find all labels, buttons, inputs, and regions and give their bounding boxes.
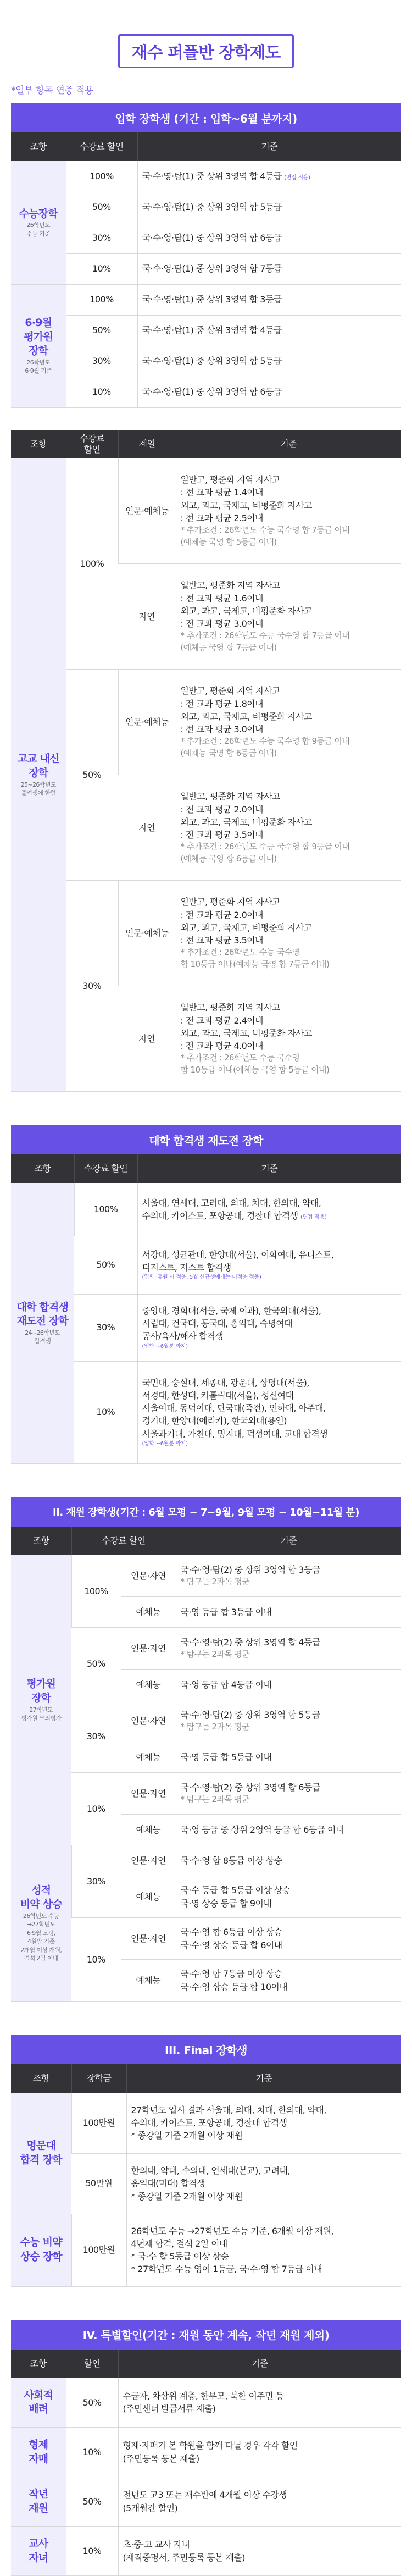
discount-value: 30%	[66, 881, 118, 1092]
criteria-line: 서울대, 연세대, 고려대, 의대, 치대, 한의대, 약대,	[142, 1197, 397, 1209]
section-bar-final: III. Final 장학생	[11, 2035, 401, 2064]
criteria-text: 국·영 등급 합 4등급 이내	[176, 1670, 401, 1700]
criteria-line	[142, 1209, 397, 1222]
criteria-line: 27학년도 입시 결과 서울대, 의대, 치대, 한의대, 약대,	[131, 2104, 397, 2116]
criteria-line: 국·수 등급 합 5등급 이상 상승	[181, 1884, 397, 1897]
criteria-text: 국·영 등급 합 3등급 이내	[176, 1597, 401, 1628]
discount-value: 30%	[74, 1294, 137, 1361]
criteria-tag: (입학 ~6월분 까지)	[142, 1343, 397, 1351]
discount-value: 10%	[66, 2527, 118, 2576]
category-cell	[11, 458, 66, 1092]
track-label: 예체능	[121, 1670, 176, 1700]
amount-value: 100만원	[71, 2093, 126, 2153]
criteria-line: 일반고, 평준화 지역 자사고	[181, 895, 397, 908]
criteria-cell	[137, 1236, 401, 1294]
criteria-text: 국·영 등급 합 5등급 이내	[176, 1742, 401, 1773]
header-criteria: 기준	[176, 430, 401, 458]
criteria-text: 국·수·영·탐(1) 중 상위 3영역 합 3등급	[137, 284, 401, 315]
criteria-line: * 종강일 기준 2개월 이상 재원	[131, 2129, 397, 2142]
criteria-note: 합 10등급 이내(예체능 국영 합 5등급 이내)	[181, 1064, 397, 1076]
criteria-line: 국·수·영 상승 등급 합 10이내	[181, 1981, 397, 1993]
criteria-line: (주민등록 등본 제출)	[123, 2452, 397, 2465]
amount-value: 100만원	[71, 2214, 126, 2286]
criteria-line: : 전 교과 평균 3.5이내	[181, 934, 397, 947]
criteria-line: : 전 교과 평균 3.0이내	[181, 723, 397, 736]
criteria-line: : 전 교과 평균 2.0이내	[181, 803, 397, 816]
page-title: 재수 퍼플반 장학제도	[118, 34, 294, 68]
discount-value: 50%	[66, 315, 137, 346]
criteria-text: 국·수·영·탐(1) 중 상위 3영역 합 5등급	[137, 346, 401, 377]
criteria-cell	[137, 1294, 401, 1361]
criteria-cell	[176, 670, 401, 775]
criteria-cell	[176, 881, 401, 986]
header-discount: 할인	[66, 2350, 118, 2378]
category-title: 사회적 배려	[13, 2389, 64, 2417]
criteria-line: : 전 교과 평균 2.4이내	[181, 1014, 397, 1027]
header-discount: 수강료 할인	[66, 430, 118, 458]
criteria-cell	[118, 2428, 401, 2477]
discount-value: 30%	[66, 223, 137, 253]
category-cell	[11, 2428, 66, 2477]
final-table	[11, 2064, 401, 2287]
track-label: 인문·자연	[121, 1700, 176, 1742]
category-cell	[11, 1555, 71, 1845]
criteria-line: : 전 교과 평균 1.8이내	[181, 698, 397, 710]
criteria-line: : 전 교과 평균 4.0이내	[181, 1040, 397, 1052]
track-label: 자연	[118, 564, 176, 670]
criteria-cell	[118, 2527, 401, 2576]
discount-value: 30%	[71, 1845, 121, 1918]
discount-value: 50%	[66, 192, 137, 223]
discount-value: 50%	[66, 670, 118, 881]
criteria-note: (예체능 국영 합 5등급 이내)	[181, 537, 397, 549]
criteria-cell	[176, 1628, 401, 1670]
criteria-text	[137, 161, 401, 192]
category-subtitle: 25~26학년도 졸업생에 한함	[13, 781, 64, 798]
header-clause: 조항	[11, 2064, 71, 2093]
category-cell	[11, 1183, 74, 1463]
category-cell	[11, 1845, 71, 2002]
criteria-tag: (면접 적용)	[300, 1214, 327, 1220]
criteria-line: (재직증명서, 주민등록 등본 제출)	[123, 2551, 397, 2564]
criteria-note: * 추가조건 : 26학년도 수능 국수영 합 7등급 이내	[181, 524, 397, 537]
category-subtitle: 26학년도 6·9월 기준	[13, 358, 64, 375]
criteria-note: * 탐구는 2과목 평균	[181, 1721, 397, 1733]
category-subtitle: 27학년도 평가원 모의평가	[13, 1706, 69, 1723]
criteria-line: : 전 교과 평균 2.5이내	[181, 512, 397, 524]
category-title: 교사 자녀	[13, 2537, 64, 2565]
header-discount: 수강료 할인	[71, 1527, 176, 1555]
criteria-text: 국·수·영·탐(1) 중 상위 3영역 합 6등급	[137, 223, 401, 253]
criteria-note: * 추가조건 : 26학년도 수능 국수영 합 7등급 이내	[181, 630, 397, 642]
criteria-line: 외고, 과고, 국제고, 비평준화 자사고	[181, 921, 397, 934]
criteria-cell	[176, 1555, 401, 1597]
notice-text: *일부 항목 연중 적용	[11, 82, 401, 96]
discount-value: 50%	[66, 2378, 118, 2428]
criteria-line: 초·중·고 교사 자녀	[123, 2538, 397, 2551]
discount-value: 50%	[66, 2477, 118, 2527]
header-clause: 조항	[11, 132, 66, 161]
criteria-line: 수급자, 차상위 계층, 한부모, 북한 이주민 등	[123, 2390, 397, 2402]
criteria-note: * 추가조건 : 26학년도 수능 국수영 합 9등급 이내	[181, 841, 397, 853]
discount-value: 50%	[71, 1628, 121, 1700]
criteria-cell	[176, 775, 401, 881]
criteria-note: * 탐구는 2과목 평균	[181, 1794, 397, 1806]
section-bar-special: IV. 특별할인(기간 : 재원 동안 계속, 작년 재원 제외)	[11, 2320, 401, 2350]
track-label: 예체능	[121, 1742, 176, 1773]
criteria-note: (예체능 국영 합 6등급 이내)	[181, 853, 397, 865]
category-subtitle: 26학년도 수능 →27학년도 6·9월 모평, 4월말 기준 2개월 이상 재원, 결석 2일 이내	[13, 1912, 69, 1963]
discount-value: 100%	[66, 458, 118, 670]
criteria-line: : 전 교과 평균 1.6이내	[181, 592, 397, 605]
header-clause: 조항	[11, 430, 66, 458]
criteria-cell	[176, 1700, 401, 1742]
criteria-cell	[126, 2153, 401, 2214]
track-label: 자연	[118, 986, 176, 1092]
discount-value: 50%	[74, 1236, 137, 1294]
category-title: 명문대 합격 장학	[13, 2139, 69, 2167]
criteria-text: 국·수·영·탐(1) 중 상위 3영역 합 5등급	[137, 192, 401, 223]
criteria-line: 서울과기대, 가천대, 명지대, 덕성여대, 교대 합격생	[142, 1428, 397, 1440]
track-label: 예체능	[121, 1597, 176, 1628]
track-label: 인문·예체능	[118, 670, 176, 775]
category-title: 수능 비약 상승 장학	[13, 2236, 69, 2264]
criteria-cell	[126, 2093, 401, 2153]
category-title: 평가원 장학	[13, 1677, 69, 1705]
discount-value: 30%	[66, 346, 137, 377]
criteria-cell	[176, 1876, 401, 1918]
track-label: 인문·자연	[121, 1628, 176, 1670]
university-table	[11, 1154, 401, 1464]
criteria-line: (5개월간 할인)	[123, 2502, 397, 2514]
discount-value: 10%	[71, 1918, 121, 2002]
section-bar-enrolled: II. 재원 장학생(기간 : 6월 모평 ~ 7~9월, 9월 모평 ~ 10월~11월 분)	[11, 1497, 401, 1527]
criteria-line: 중앙대, 경희대(서울, 국제 이과), 한국외대(서울),	[142, 1304, 397, 1317]
criteria-line: 디지스트, 지스트 합격생	[142, 1261, 397, 1274]
track-label: 인문·자연	[121, 1773, 176, 1815]
criteria-line: 국·수·영 상승 등급 합 6이내	[181, 1939, 397, 1952]
school-grade-table	[11, 430, 401, 1092]
header-criteria: 기준	[137, 132, 401, 161]
category-title: 6·9월 평가원 장학	[13, 316, 64, 358]
category-title: 수능장학	[13, 207, 64, 222]
section-bar-university: 대학 합격생 재도전 장학	[11, 1125, 401, 1154]
criteria-tag: (입학 ·휴원 시 적용, 5월 신규생에게는 미적용 적용)	[142, 1274, 397, 1282]
discount-value: 10%	[71, 1773, 121, 1845]
criteria-cell	[176, 458, 401, 564]
criteria-line: : 전 교과 평균 2.0이내	[181, 909, 397, 921]
criteria-line-text: 수의대, 카이스트, 포항공대, 경찰대 합격생	[142, 1210, 298, 1221]
header-amount: 장학금	[71, 2064, 126, 2093]
track-label: 인문·자연	[121, 1918, 176, 1960]
criteria-line: 외고, 과고, 국제고, 비평준화 자사고	[181, 605, 397, 617]
category-cell	[11, 2378, 66, 2428]
category-title: 작년 재원	[13, 2487, 64, 2516]
category-title: 형제 자매	[13, 2438, 64, 2466]
header-criteria: 기준	[137, 1154, 401, 1183]
track-label: 인문·자연	[121, 1555, 176, 1597]
criteria-line: 외고, 과고, 국제고, 비평준화 자사고	[181, 816, 397, 828]
header-track: 계열	[118, 430, 176, 458]
criteria-line: 수의대, 카이스트, 포항공대, 경찰대 합격생	[131, 2116, 397, 2129]
criteria-note: (예체능 국영 합 7등급 이내)	[181, 642, 397, 654]
track-label: 인문·예체능	[118, 881, 176, 986]
discount-value: 100%	[74, 1183, 137, 1236]
criteria-line: 외고, 과고, 국제고, 비평준화 자사고	[181, 499, 397, 512]
criteria-cell	[118, 2378, 401, 2428]
criteria-tag: (면접 적용)	[284, 175, 310, 181]
category-title: 대학 합격생 재도전 장학	[13, 1301, 72, 1329]
criteria-line: * 27학년도 수능 영어 1등급, 국·수·영 합 7등급 이내	[131, 2263, 397, 2275]
criteria-line: 서경대, 한성대, 카톨릭대(서울), 성신여대	[142, 1389, 397, 1402]
criteria-line: 일반고, 평준화 지역 자사고	[181, 579, 397, 592]
track-label: 예체능	[121, 1960, 176, 2002]
discount-value: 10%	[74, 1361, 137, 1463]
criteria-text: 국·수·영·탐(1) 중 상위 3영역 합 6등급	[137, 377, 401, 407]
criteria-note: * 탐구는 2과목 평균	[181, 1649, 397, 1661]
criteria-note: * 탐구는 2과목 평균	[181, 1576, 397, 1588]
criteria-text: 국·수·영·탐(1) 중 상위 3영역 합 4등급	[137, 315, 401, 346]
criteria-line: 전년도 고3 또는 재수반에 4개월 이상 수강생	[123, 2489, 397, 2501]
criteria-line: : 전 교과 평균 3.0이내	[181, 617, 397, 630]
criteria-line: 서울여대, 동덕여대, 단국대(죽전), 인하대, 아주대,	[142, 1402, 397, 1414]
section-bar-admission: 입학 장학생 (기간 : 입학~6월 분까지)	[11, 103, 401, 132]
criteria-line: 국민대, 숭실대, 세종대, 광운대, 상명대(서울),	[142, 1377, 397, 1389]
criteria-line: (주민센터 발급서류 제출)	[123, 2402, 397, 2415]
criteria-line: 국·수·영·탐(2) 중 상위 3영역 합 5등급	[181, 1709, 397, 1721]
criteria-cell	[176, 1960, 401, 2002]
criteria-line: 경기대, 한양대(에리카), 한국외대(용인)	[142, 1414, 397, 1427]
criteria-line: 형제·자매가 본 학원을 함께 다닐 경우 각각 할인	[123, 2439, 397, 2452]
header-clause: 조항	[11, 1154, 74, 1183]
criteria-cell	[137, 1183, 401, 1236]
category-cell	[11, 2527, 66, 2576]
criteria-line: 일반고, 평준화 지역 자사고	[181, 473, 397, 486]
track-label: 인문·자연	[121, 1845, 176, 1876]
category-cell	[11, 2477, 66, 2527]
category-cell	[11, 161, 66, 284]
category-cell	[11, 284, 66, 407]
header-criteria: 기준	[126, 2064, 401, 2093]
criteria-line: 한의대, 약대, 수의대, 연세대(본교), 고려대,	[131, 2164, 397, 2177]
header-clause: 조항	[11, 1527, 71, 1555]
criteria-line: 일반고, 평준화 지역 자사고	[181, 790, 397, 803]
special-table	[11, 2350, 401, 2576]
category-title: 고교 내신 장학	[13, 752, 64, 780]
criteria-line: 공사/육사/해사 합격생	[142, 1330, 397, 1342]
category-subtitle: 24~26학년도 합격생	[13, 1329, 72, 1346]
criteria-cell	[118, 2477, 401, 2527]
criteria-line: 국·수·영·탐(2) 중 상위 3영역 합 4등급	[181, 1636, 397, 1649]
track-label: 예체능	[121, 1815, 176, 1845]
criteria-cell	[176, 986, 401, 1092]
criteria-line: 국·영 상승 등급 합 9이내	[181, 1897, 397, 1910]
criteria-line: 홍익대(미대) 합격생	[131, 2177, 397, 2190]
discount-value: 10%	[66, 377, 137, 407]
track-label: 자연	[118, 775, 176, 881]
track-label: 예체능	[121, 1876, 176, 1918]
header-discount: 수강료 할인	[66, 132, 137, 161]
criteria-cell	[176, 1773, 401, 1815]
discount-value: 30%	[71, 1700, 121, 1773]
criteria-note: * 추가조건 : 26학년도 수능 국수영	[181, 947, 397, 959]
criteria-line: * 국·수 합 5등급 이상 상승	[131, 2250, 397, 2263]
criteria-note: (예체능 국영 합 6등급 이내)	[181, 748, 397, 760]
discount-value: 10%	[66, 253, 137, 284]
criteria-cell	[176, 1918, 401, 1960]
criteria-tag: (입학 ~6월분 까지)	[142, 1440, 397, 1449]
category-title: 성적 비약 상승	[13, 1884, 69, 1912]
criteria-line: 26학년도 수능 →27학년도 수능 기준, 6개월 이상 재원,	[131, 2225, 397, 2237]
discount-value: 100%	[66, 284, 137, 315]
category-cell	[11, 2093, 71, 2214]
header-discount: 수강료 할인	[74, 1154, 137, 1183]
discount-value: 100%	[66, 161, 137, 192]
criteria-line: 일반고, 평준화 지역 자사고	[181, 684, 397, 697]
criteria-cell	[137, 1361, 401, 1463]
criteria-cell	[176, 564, 401, 670]
discount-value: 100%	[71, 1555, 121, 1628]
header-criteria: 기준	[118, 2350, 401, 2378]
criteria-note: * 추가조건 : 26학년도 수능 국수영 합 9등급 이내	[181, 736, 397, 748]
criteria-line: 국·수·영 합 6등급 이상 상승	[181, 1926, 397, 1938]
criteria-line: * 종강일 기준 2개월 이상 재원	[131, 2190, 397, 2203]
criteria-line: 일반고, 평준화 지역 자사고	[181, 1001, 397, 1014]
criteria-line: : 전 교과 평균 3.5이내	[181, 828, 397, 841]
criteria-line: 국·수·영·탐(2) 중 상위 3영역 합 3등급	[181, 1563, 397, 1576]
criteria-line: 서강대, 성균관대, 한양대(서울), 이화여대, 유니스트,	[142, 1248, 397, 1261]
criteria-text: 국·수·영·탐(1) 중 상위 3영역 합 7등급	[137, 253, 401, 284]
enrolled-table	[11, 1527, 401, 2002]
criteria-line: 국·수·영·탐(1) 중 상위 3영역 합 4등급	[142, 171, 282, 181]
criteria-note: 합 10등급 이내(예체능 국영 합 7등급 이내)	[181, 959, 397, 971]
criteria-line: 국·수·영 합 7등급 이상 상승	[181, 1967, 397, 1980]
criteria-line: : 전 교과 평균 1.4이내	[181, 486, 397, 499]
amount-value: 50만원	[71, 2153, 126, 2214]
criteria-line: 외고, 과고, 국제고, 비평준화 자사고	[181, 710, 397, 723]
criteria-line: 외고, 과고, 국제고, 비평준화 자사고	[181, 1027, 397, 1040]
header-criteria: 기준	[176, 1527, 401, 1555]
criteria-text: 국·수·영 합 8등급 이상 상승	[176, 1845, 401, 1876]
discount-value: 10%	[66, 2428, 118, 2477]
header-clause: 조항	[11, 2350, 66, 2378]
criteria-line: 시립대, 건국대, 동국대, 홍익대, 숙명여대	[142, 1317, 397, 1330]
category-subtitle: 26학년도 수능 기준	[13, 221, 64, 238]
criteria-cell	[126, 2214, 401, 2286]
criteria-note: * 추가조건 : 26학년도 수능 국수영	[181, 1052, 397, 1064]
criteria-line: 국·수·영·탐(2) 중 상위 3영역 합 6등급	[181, 1781, 397, 1794]
criteria-text: 국·영 등급 중 상위 2영역 등급 합 6등급 이내	[176, 1815, 401, 1845]
category-cell	[11, 2214, 71, 2286]
admission-table	[11, 132, 401, 408]
track-label: 인문·예체능	[118, 458, 176, 564]
criteria-line: 4년제 합격, 결석 2일 이내	[131, 2237, 397, 2250]
